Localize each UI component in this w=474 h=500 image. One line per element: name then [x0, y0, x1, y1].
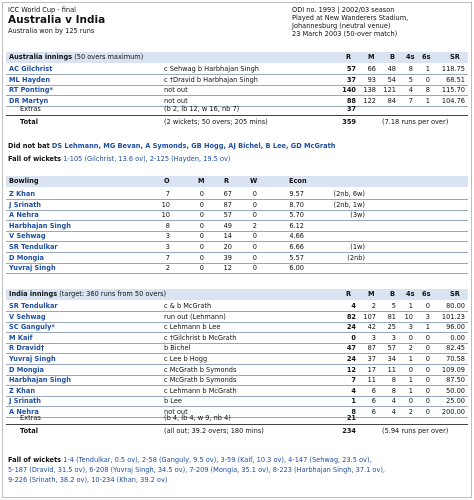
- strike-rate: 68.51: [446, 75, 465, 84]
- batsman-name[interactable]: SR Tendulkar: [9, 302, 58, 310]
- fow-line-3: 9-226 (Srinath, 38.2 ov), 10-234 (Khan, 39.2 ov): [8, 476, 168, 484]
- batsman-row: [6, 85, 468, 95]
- fow-line-2: 5-187 (Dravid, 31.5 ov), 6-208 (Yuvraj Singh, 34.5 ov), 7-209 (Mongia, 35.1 ov), 8-223 (Harbhajan Singh, 37.1 ov),: [8, 466, 386, 474]
- fours: 0: [408, 333, 413, 342]
- fow-label: Fall of wickets: [8, 155, 62, 163]
- dismissal: c Sehwag b Harbhajan Singh: [164, 65, 259, 73]
- batsman-row: [6, 396, 468, 406]
- dnb-label: Did not bat: [8, 142, 50, 150]
- bowler-row: [6, 231, 468, 241]
- economy: 5.70: [289, 211, 304, 220]
- col-b: B: [390, 53, 396, 61]
- balls: 34: [387, 355, 396, 363]
- dismissal: c Lehmann b McGrath: [164, 386, 237, 395]
- maidens: 0: [199, 200, 204, 209]
- match-title: Australia v India: [8, 14, 106, 26]
- maidens: 0: [199, 221, 204, 230]
- extras-total: 37: [346, 105, 356, 113]
- balls: 4: [391, 397, 396, 406]
- runs: 88: [346, 96, 356, 105]
- extras-detail: (b 2, lb 12, w 16, nb 7): [164, 105, 240, 113]
- minutes: 42: [367, 323, 376, 332]
- bowler-name[interactable]: V Sehwag: [9, 232, 46, 241]
- minutes: 17: [367, 365, 376, 374]
- strike-rate: 82.45: [446, 344, 465, 353]
- strike-rate: 115.70: [441, 86, 465, 95]
- dismissal: not out: [164, 86, 188, 95]
- minutes: 138: [363, 86, 376, 95]
- col-sr: SR: [450, 290, 460, 298]
- bowler-row: [6, 210, 468, 220]
- maidens: 0: [199, 243, 204, 251]
- balls: 11: [387, 365, 396, 374]
- total-runs: 234: [342, 427, 356, 435]
- extras-detail: (b 4, lb 4, w 9, nb 4): [164, 414, 231, 422]
- bowler-row: [6, 253, 468, 263]
- batsman-name[interactable]: SC Ganguly*: [9, 323, 55, 332]
- bowler-name[interactable]: Harbhajan Singh: [9, 221, 71, 230]
- minutes: 122: [363, 96, 376, 105]
- overs: 8: [165, 221, 170, 230]
- overs: 3: [165, 232, 170, 241]
- dismissal: c Lee b Hogg: [164, 355, 208, 363]
- dismissal: c †Gilchrist b McGrath: [164, 333, 237, 342]
- strike-rate: 109.09: [441, 365, 465, 374]
- aus-fall-of-wickets: [8, 155, 231, 163]
- strike-rate: 0.00: [450, 333, 465, 342]
- total-label: Total: [20, 118, 39, 126]
- sixes: 0: [425, 397, 430, 406]
- balls: 4: [391, 408, 396, 416]
- match-result: Australia won by 125 runs: [8, 27, 95, 35]
- batsman-row: [6, 64, 468, 74]
- event-name: ICC World Cup - final: [8, 6, 76, 14]
- ind-innings-title: India innings: [9, 290, 58, 298]
- batsman-name[interactable]: RT Ponting*: [9, 86, 53, 95]
- economy: 6.66: [289, 243, 304, 251]
- minutes: 6: [371, 386, 376, 395]
- wickets: 0: [252, 200, 257, 209]
- runs-conceded: 57: [223, 211, 232, 220]
- col-b: B: [390, 290, 396, 298]
- extras-label: Extras: [20, 414, 41, 422]
- runs-conceded: 12: [223, 264, 232, 273]
- fours: 0: [408, 397, 413, 406]
- balls: 84: [387, 96, 396, 105]
- col-6s: 6s: [422, 53, 431, 61]
- strike-rate: 200.00: [441, 408, 465, 416]
- batsman-name[interactable]: J Srinath: [9, 397, 41, 406]
- economy: 6.12: [289, 221, 304, 230]
- fours: 8: [408, 65, 413, 73]
- extras-total: 21: [346, 414, 356, 422]
- balls: 81: [387, 312, 396, 321]
- total-detail: (2 wickets; 50 overs; 205 mins): [164, 118, 268, 126]
- bowler-row: [6, 242, 468, 252]
- bowler-name[interactable]: Yuvraj Singh: [9, 264, 56, 273]
- strike-rate: 96.00: [446, 323, 465, 332]
- batsman-name[interactable]: V Sehwag: [9, 312, 46, 321]
- balls: 54: [387, 75, 396, 84]
- strike-rate: 118.75: [441, 65, 465, 73]
- runs: 140: [342, 86, 356, 95]
- economy: 9.57: [289, 190, 304, 198]
- venue-line-2: Johannesburg (neutral venue): [292, 22, 391, 30]
- wickets: 0: [252, 211, 257, 220]
- maidens: 0: [199, 264, 204, 273]
- fours: 5: [408, 75, 413, 84]
- economy: 8.70: [289, 200, 304, 209]
- sixes: 0: [425, 75, 430, 84]
- batsman-row: [6, 312, 468, 322]
- sixes: 0: [425, 386, 430, 395]
- ind-innings-subtitle: (target: 360 runs from 50 overs): [59, 290, 167, 298]
- batsman-name[interactable]: D Mongia: [9, 365, 44, 374]
- balls: 121: [383, 86, 396, 95]
- sixes: 0: [425, 344, 430, 353]
- fours: 2: [408, 344, 413, 353]
- bowler-name[interactable]: SR Tendulkar: [9, 243, 58, 251]
- fow-line-1: 1-4 (Tendulkar, 0.5 ov), 2-58 (Ganguly, 9.5 ov), 3-59 (Kaif, 10.3 ov), 4-147 (Sehwag, 23.5 ov),: [63, 456, 372, 464]
- ind-fall-of-wickets: [8, 456, 372, 464]
- minutes: 66: [367, 65, 376, 73]
- wickets: 0: [252, 190, 257, 198]
- minutes: 11: [367, 376, 376, 385]
- ind-total-row: [6, 426, 468, 436]
- wickets: 0: [252, 264, 257, 273]
- sixes: 0: [425, 408, 430, 416]
- fours: 2: [408, 408, 413, 416]
- col-econ: Econ: [289, 177, 307, 185]
- fow-detail: 1-105 (Gilchrist, 13.6 ov), 2-125 (Hayden, 19.5 ov): [63, 155, 231, 163]
- extras-note: (2nb, 1w): [333, 200, 365, 209]
- economy: 6.00: [289, 264, 304, 273]
- strike-rate: 70.58: [446, 355, 465, 363]
- runs: 12: [346, 365, 356, 374]
- balls: 8: [391, 376, 396, 385]
- runs: 1: [351, 397, 356, 406]
- batsman-name[interactable]: ML Hayden: [9, 75, 51, 84]
- bowler-name[interactable]: A Nehra: [9, 211, 39, 220]
- bowler-row: [6, 200, 468, 210]
- overs: 7: [165, 190, 170, 198]
- strike-rate: 101.23: [441, 312, 465, 321]
- runs-conceded: 87: [223, 200, 232, 209]
- dismissal: c McGrath b Symonds: [164, 365, 237, 374]
- sixes: 0: [425, 376, 430, 385]
- total-detail: (all out; 39.2 overs; 180 mins): [164, 427, 264, 435]
- runs: 4: [351, 386, 356, 395]
- maidens: 0: [199, 253, 204, 262]
- runs-conceded: 49: [223, 221, 232, 230]
- bowler-row: [6, 221, 468, 231]
- bowling-header: [6, 176, 468, 187]
- col-4s: 4s: [406, 53, 415, 61]
- economy: 5.57: [289, 253, 304, 262]
- runs: 57: [346, 65, 356, 73]
- run-rate: (7.18 runs per over): [382, 118, 449, 126]
- match-date: 23 March 2003 (50-over match): [292, 30, 398, 38]
- dismissal: c McGrath b Symonds: [164, 376, 237, 385]
- minutes: 107: [363, 312, 376, 321]
- dismissal: c †Dravid b Harbhajan Singh: [164, 75, 258, 84]
- minutes: 37: [367, 355, 376, 363]
- sixes: 3: [425, 312, 430, 321]
- economy: 4.66: [289, 232, 304, 241]
- extras-note: (1w): [350, 243, 365, 251]
- extras-note: (3w): [350, 211, 365, 220]
- bowler-name[interactable]: D Mongia: [9, 253, 44, 262]
- overs: 2: [165, 264, 170, 273]
- divider: [6, 115, 468, 116]
- sixes: 1: [425, 65, 430, 73]
- sixes: 1: [425, 323, 430, 332]
- col-m: M: [368, 290, 375, 298]
- runs: 4: [351, 302, 356, 310]
- dismissal: b Bichel: [164, 344, 191, 353]
- ind-innings-header: [6, 289, 468, 300]
- minutes: 3: [371, 333, 376, 342]
- runs: 8: [351, 408, 356, 416]
- batsman-name[interactable]: R Dravid†: [9, 344, 45, 353]
- extras-label: Extras: [20, 105, 41, 113]
- aus-innings-header: [6, 52, 468, 63]
- batsman-name[interactable]: Harbhajan Singh: [9, 376, 71, 385]
- row-divider: [6, 273, 468, 274]
- fours: 1: [408, 302, 413, 310]
- col-r: R: [224, 177, 230, 185]
- strike-rate: 50.00: [446, 386, 465, 395]
- batsman-row: [6, 333, 468, 343]
- maidens: 0: [199, 211, 204, 220]
- runs-conceded: 20: [223, 243, 232, 251]
- dismissal: c Lehmann b Lee: [164, 323, 221, 332]
- ind-extras-row: [6, 413, 468, 423]
- maidens: 0: [199, 190, 204, 198]
- batsman-name[interactable]: Z Khan: [9, 386, 36, 395]
- col-sr: SR: [450, 53, 460, 61]
- col-r: R: [346, 53, 352, 61]
- extras-note: (2nb): [347, 253, 365, 262]
- sixes: 0: [425, 355, 430, 363]
- total-runs: 359: [342, 118, 356, 126]
- aus-extras-row: [6, 104, 468, 114]
- balls: 48: [387, 65, 396, 73]
- fours: 1: [408, 386, 413, 395]
- dnb-players[interactable]: DS Lehmann, MG Bevan, A Symonds, GB Hogg, AJ Bichel, B Lee, GD McGrath: [51, 142, 336, 150]
- strike-rate: 104.76: [441, 96, 465, 105]
- bowler-name[interactable]: J Srinath: [9, 200, 41, 209]
- col-6s: 6s: [422, 290, 431, 298]
- col-r: R: [346, 290, 352, 298]
- runs-conceded: 67: [223, 190, 232, 198]
- aus-innings-title: Australia innings: [9, 53, 73, 61]
- balls: 57: [387, 344, 396, 353]
- bowler-row: [6, 263, 468, 273]
- sixes: 1: [425, 96, 430, 105]
- dismissal: not out: [164, 96, 188, 105]
- runs: 47: [346, 344, 356, 353]
- strike-rate: 25.00: [446, 397, 465, 406]
- batsman-row: [6, 322, 468, 332]
- batsman-name[interactable]: DR Martyn: [9, 96, 49, 105]
- col-4s: 4s: [406, 290, 415, 298]
- batsman-name[interactable]: AC Gilchrist: [9, 65, 53, 73]
- fours: 0: [408, 365, 413, 374]
- fours: 4: [408, 86, 413, 95]
- bowler-row: [6, 189, 468, 199]
- dismissal: run out (Lehmann): [164, 312, 226, 321]
- fours: 1: [408, 355, 413, 363]
- fours: 1: [408, 376, 413, 385]
- batsman-row: [6, 375, 468, 385]
- dismissal: not out: [164, 408, 188, 416]
- runs: 7: [351, 376, 356, 385]
- col-w: W: [250, 177, 258, 185]
- venue-line-1: Played at New Wanderers Stadium,: [292, 14, 409, 22]
- batsman-row: [6, 386, 468, 396]
- sixes: 0: [425, 365, 430, 374]
- minutes: 6: [371, 397, 376, 406]
- overs: 7: [165, 253, 170, 262]
- overs: 3: [165, 243, 170, 251]
- sixes: 0: [425, 302, 430, 310]
- balls: 3: [391, 333, 396, 342]
- dismissal: c & b McGrath: [164, 302, 212, 310]
- minutes: 6: [371, 408, 376, 416]
- overs: 10: [161, 200, 170, 209]
- batsman-name[interactable]: A Nehra: [9, 408, 39, 416]
- batsman-row: [6, 301, 468, 311]
- minutes: 93: [367, 75, 376, 84]
- maidens: 0: [199, 232, 204, 241]
- balls: 25: [387, 323, 396, 332]
- bowling-title: Bowling: [9, 177, 39, 185]
- wickets: 0: [252, 253, 257, 262]
- runs-conceded: 14: [223, 232, 232, 241]
- aus-innings-subtitle: (50 overs maximum): [74, 53, 144, 61]
- col-m: M: [368, 53, 375, 61]
- run-rate: (5.94 runs per over): [382, 427, 449, 435]
- balls: 5: [391, 302, 396, 310]
- bowler-name[interactable]: Z Khan: [9, 190, 36, 198]
- minutes: 2: [371, 302, 376, 310]
- divider: [6, 424, 468, 425]
- did-not-bat: [8, 142, 335, 150]
- batsman-row: [6, 365, 468, 375]
- strike-rate: 80.00: [446, 302, 465, 310]
- sixes: 8: [425, 86, 430, 95]
- batsman-row: [6, 75, 468, 85]
- aus-total-row: [6, 117, 468, 127]
- odi-info: ODI no. 1993 | 2002/03 season: [292, 6, 395, 14]
- runs: 24: [346, 323, 356, 332]
- batsman-name[interactable]: Yuvraj Singh: [9, 355, 56, 363]
- col-o: O: [164, 177, 170, 185]
- dismissal: b Lee: [164, 397, 182, 406]
- fow-label: Fall of wickets: [8, 456, 62, 464]
- runs: 37: [346, 75, 356, 84]
- minutes: 87: [367, 344, 376, 353]
- runs-conceded: 39: [223, 253, 232, 262]
- batsman-name[interactable]: M Kaif: [9, 333, 33, 342]
- batsman-row: [6, 343, 468, 353]
- fours: 10: [404, 312, 413, 321]
- strike-rate: 87.50: [446, 376, 465, 385]
- wickets: 0: [252, 232, 257, 241]
- fours: 3: [408, 323, 413, 332]
- runs: 82: [346, 312, 356, 321]
- sixes: 0: [425, 333, 430, 342]
- wickets: 2: [252, 221, 257, 230]
- overs: 10: [161, 211, 170, 220]
- wickets: 0: [252, 243, 257, 251]
- runs: 24: [346, 355, 356, 363]
- fours: 7: [408, 96, 413, 105]
- runs: 0: [351, 333, 356, 342]
- total-label: Total: [20, 427, 39, 435]
- batsman-row: [6, 354, 468, 364]
- balls: 8: [391, 386, 396, 395]
- col-m: M: [198, 177, 205, 185]
- extras-note: (2nb, 6w): [333, 190, 365, 198]
